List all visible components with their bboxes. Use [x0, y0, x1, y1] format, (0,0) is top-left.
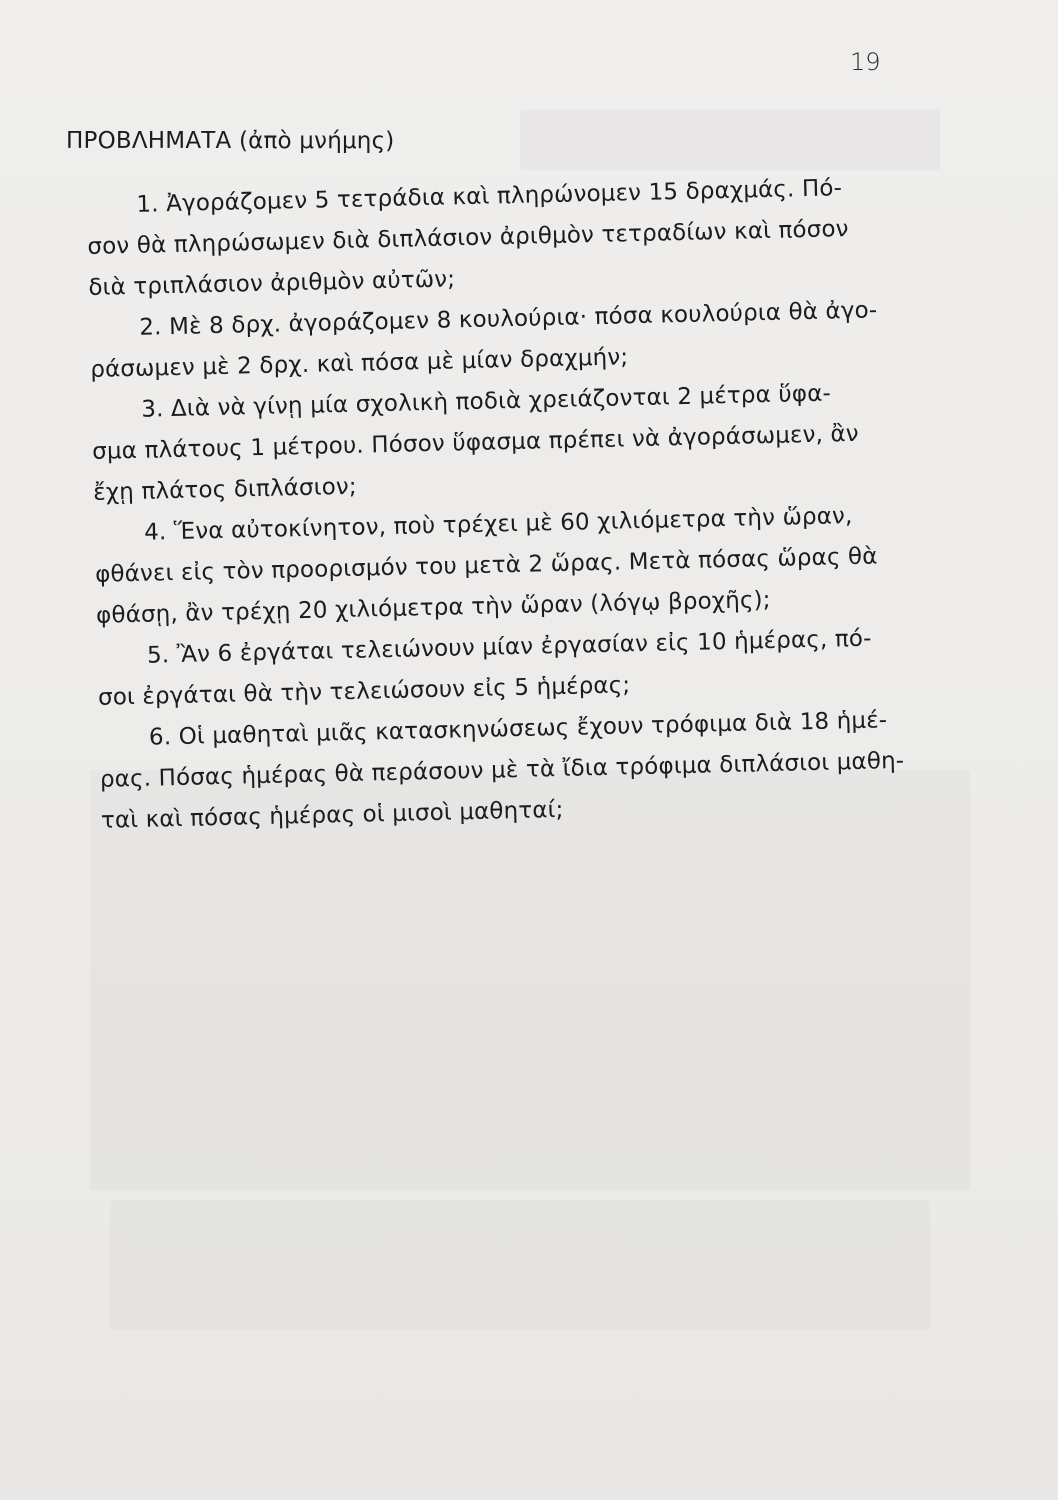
show-through-text [110, 1200, 930, 1330]
problem-3-first-line: 3. Διὰ νὰ γίνῃ μία σχολικὴ ποδιὰ χρειάζονται 2 μέτρα ὕφα- [140, 380, 832, 423]
problem-6-line: ρας. Πόσας ἡμέρας θὰ περάσουν μὲ τὰ ἴδια τρόφιμα διπλάσιοι μαθη- [99, 747, 905, 793]
problem-3-line: σμα πλάτους 1 μέτρου. Πόσον ὕφασμα πρέπει νὰ ἀγοράσωμεν, ἂν [91, 420, 860, 465]
show-through-text [520, 110, 940, 170]
problem-list [86, 166, 941, 842]
section-heading: ΠΡΟΒΛΗΜΑΤΑ (ἀπὸ μνήμης) [66, 128, 395, 154]
problem-1-line: διὰ τριπλάσιον ἀριθμὸν αὐτῶν; [88, 266, 456, 301]
problem-6-first-line: 6. Οἱ μαθηταὶ μιᾶς κατασκηνώσεως ἔχουν τρόφιμα διὰ 18 ἡμέ- [148, 707, 888, 751]
problem-4-line: φθάνει εἰς τὸν προορισμόν του μετὰ 2 ὥρας. Μετὰ πόσας ὥρας θὰ [94, 543, 878, 588]
page-number: 19 [850, 48, 881, 76]
problem-2-line: ράσωμεν μὲ 2 δρχ. καὶ πόσα μὲ μίαν δραχμήν; [90, 344, 629, 383]
problem-5-line: σοι ἐργάται θὰ τὴν τελειώσουν εἰς 5 ἡμέρας; [97, 672, 631, 711]
problem-1-line: σον θὰ πληρώσωμεν διὰ διπλάσιον ἀριθμὸν τετραδίων καὶ πόσον [87, 216, 849, 260]
problem-3-line: ἔχῃ πλάτος διπλάσιον; [92, 473, 358, 506]
problem-2-first-line: 2. Μὲ 8 δρχ. ἀγοράζομεν 8 κουλούρια· πόσα κουλούρια θὰ ἀγο- [139, 297, 878, 341]
problem-5-first-line: 5. Ἂν 6 ἐργάται τελειώνουν μίαν ἐργασίαν εἰς 10 ἡμέρας, πό- [146, 625, 872, 669]
problem-4-first-line: 4. Ἕνα αὐτοκίνητον, ποὺ τρέχει μὲ 60 χιλιόμετρα τὴν ὥραν, [143, 503, 853, 546]
problem-4-line: φθάσῃ, ἂν τρέχῃ 20 χιλιόμετρα τὴν ὥραν (λόγῳ βροχῆς); [95, 586, 771, 629]
problem-1-first-line: 1. Ἀγοράζομεν 5 τετράδια καὶ πληρώνομεν 15 δραχμάς. Πό- [136, 175, 843, 218]
problem-6-line: ταὶ καὶ πόσας ἡμέρας οἱ μισοὶ μαθηταί; [100, 796, 564, 834]
